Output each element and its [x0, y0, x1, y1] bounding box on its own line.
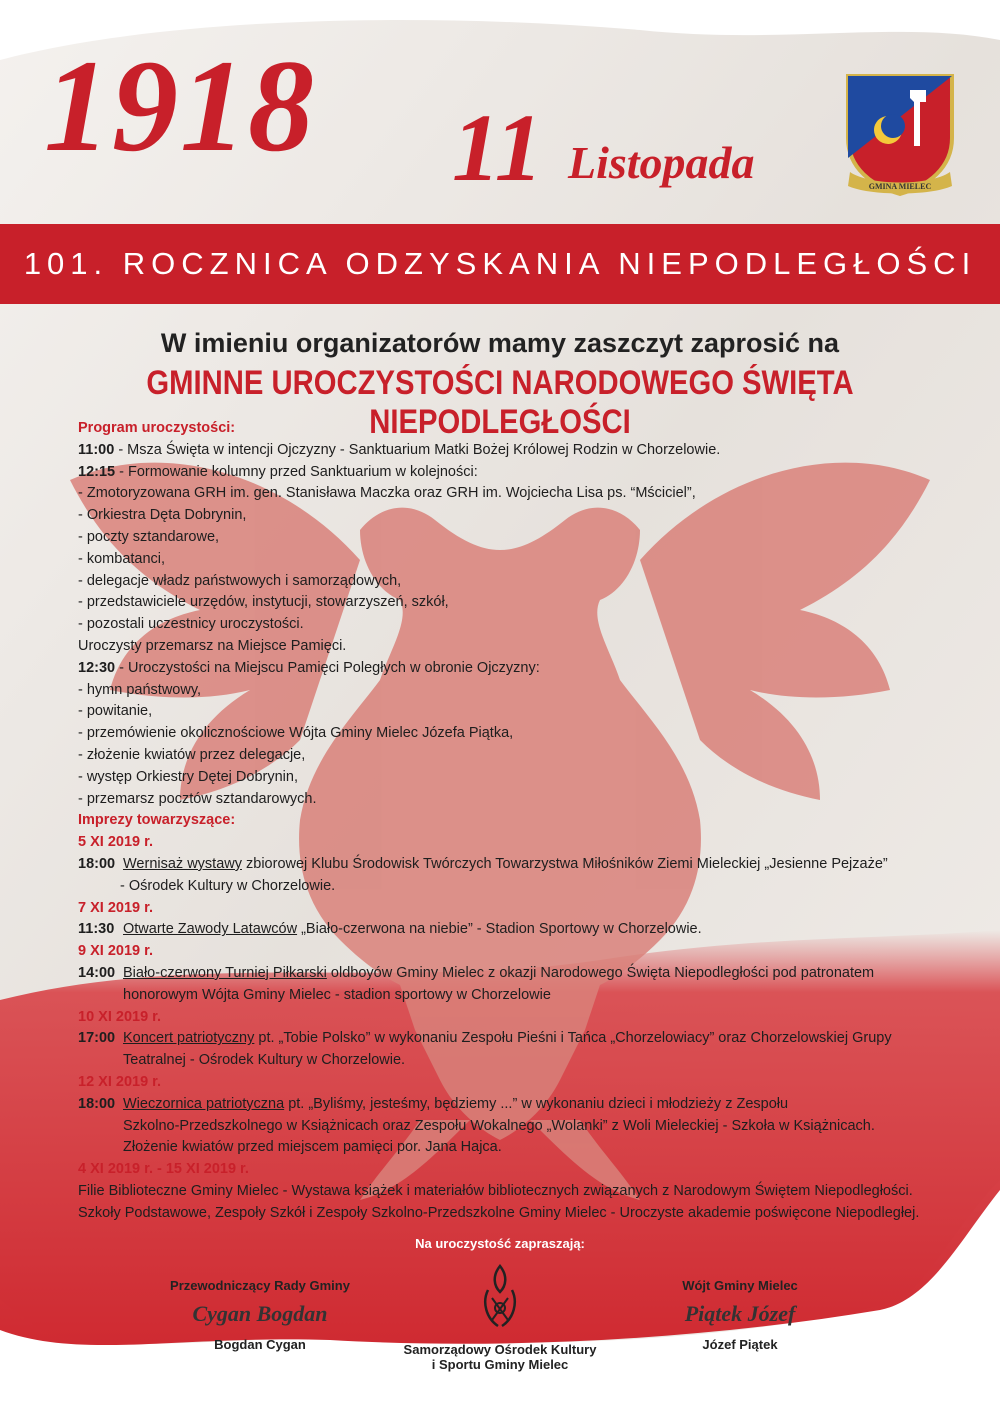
council-chair-block: [150, 1278, 370, 1352]
council-chair-signature: Cygan Bogdan: [192, 1301, 328, 1326]
list-item: - delegacje władz państwowych i samorządowych,: [78, 572, 402, 589]
time-label: 17:00: [78, 1030, 116, 1047]
event-text: zbiorowej Klubu Środowisk Twórczych Towarzystwa Miłośników Ziemi Mieleckiej „Jesienne Pejzaże”: [241, 855, 888, 872]
list-item: - poczty sztandarowe,: [78, 528, 220, 545]
list-item: - złożenie kwiatów przez delegacje,: [78, 746, 306, 763]
events-title: Imprezy towarzyszące:: [78, 812, 236, 829]
time-label: 12:15: [78, 463, 116, 480]
list-item: - Zmotoryzowana GRH im. gen. Stanisława Maczka oraz GRH im. Wojciecha Lisa ps. “Mściciel”,: [78, 485, 696, 502]
list-item: - kombatanci,: [78, 550, 166, 567]
event-text: Złożenie kwiatów przed miejscem pamięci por. Jana Hajca.: [123, 1139, 502, 1156]
time-label: 11:30: [78, 921, 115, 938]
event-date: 9 XI 2019 r.: [78, 943, 153, 960]
list-item: - Orkiestra Dęta Dobrynin,: [78, 507, 247, 524]
time-label: 12:30: [78, 659, 116, 676]
mayor-role: Wójt Gminy Mielec: [682, 1278, 798, 1293]
day-heading: 11: [452, 94, 543, 201]
event-headline: GMINNE UROCZYSTOŚCI NARODOWEGO ŚWIĘTA NIEPODLEGŁOŚCI: [146, 364, 854, 441]
event-text: Filie Biblioteczne Gminy Mielec - Wystawa książek i materiałów bibliotecznych związanych z Narodowym Świętem Niepodległości.: [78, 1182, 913, 1199]
program-text: - Formowanie kolumny przed Sanktuarium w kolejności:: [115, 463, 478, 480]
culture-center-logo-icon: [470, 1262, 530, 1332]
culture-center-block: [385, 1262, 615, 1372]
time-label: 18:00: [78, 1095, 116, 1112]
event-text: pt. „Byliśmy, jesteśmy, będziemy ...” w wykonaniu dzieci i młodzieży z Zespołu: [284, 1095, 789, 1112]
program-title: Program uroczystości:: [78, 420, 236, 436]
event-item: [78, 1028, 958, 1050]
mayor-block: [640, 1278, 840, 1352]
event-date: 12 XI 2019 r.: [78, 1073, 162, 1090]
event-item: [78, 854, 958, 876]
event-text: Szkolno-Przedszkolnego w Książnicach oraz Zespołu Wokalnego „Wolanki” z Woli Mieleckiej - Szkoła w Książnicach.: [123, 1117, 875, 1134]
anniversary-banner: 101. ROCZNICA ODZYSKANIA NIEPODLEGŁOŚCI: [23, 246, 977, 281]
time-label: 14:00: [78, 964, 116, 981]
event-date: 4 XI 2019 r. - 15 XI 2019 r.: [78, 1161, 249, 1178]
event-text: Szkoły Podstawowe, Zespoły Szkół i Zespoły Szkolno-Przedszkolne Gminy Mielec - Uroczyste akademie poświęcone Niepodległej.: [78, 1204, 920, 1221]
event-text: - Ośrodek Kultury w Chorzelowie.: [120, 877, 336, 894]
time-label: 18:00: [78, 855, 116, 872]
sponsors-title: Na uroczystość zapraszają:: [415, 1236, 585, 1251]
event-text: „Biało-czerwona na niebie” - Stadion Sportowy w Chorzelowie.: [297, 921, 702, 938]
year-heading: 1918: [44, 32, 316, 179]
invite-line: W imieniu organizatorów mamy zaszczyt zaprosić na: [160, 328, 840, 358]
list-item: - występ Orkiestry Dętej Dobrynin,: [78, 768, 298, 785]
event-date: 10 XI 2019 r.: [78, 1008, 162, 1025]
program-section: [78, 418, 958, 1224]
program-item: [78, 658, 958, 680]
list-item: - przemówienie okolicznościowe Wójta Gminy Mielec Józefa Piątka,: [78, 725, 514, 742]
event-item: [78, 1094, 958, 1116]
event-text: honorowym Wójta Gminy Mielec - stadion sportowy w Chorzelowie: [123, 986, 551, 1003]
culture-center-name-2: i Sportu Gminy Mielec: [431, 1357, 569, 1372]
mayor-name: Józef Piątek: [702, 1337, 778, 1352]
event-text: Teatralnej - Ośrodek Kultury w Chorzelowie.: [123, 1052, 406, 1069]
list-item: Uroczysty przemarsz na Miejsce Pamięci.: [78, 637, 347, 654]
event-name: Otwarte Zawody Latawców: [123, 921, 298, 938]
list-item: - przedstawiciele urzędów, instytucji, stowarzyszeń, szkół,: [78, 594, 449, 611]
event-date: 5 XI 2019 r.: [78, 834, 153, 851]
culture-center-name-1: Samorządowy Ośrodek Kultury: [403, 1342, 597, 1357]
event-item: [78, 963, 958, 985]
program-text: - Msza Święta w intencji Ojczyzny - Sanktuarium Matki Bożej Królowej Rodzin w Chorzelowie.: [114, 441, 721, 458]
event-date: 7 XI 2019 r.: [78, 899, 153, 916]
gmina-mielec-crest-icon: [840, 68, 960, 198]
list-item: - pozostali uczestnicy uroczystości.: [78, 616, 304, 633]
program-item: [78, 462, 958, 484]
program-text: - Uroczystości na Miejscu Pamięci Poległych w obronie Ojczyzny:: [115, 659, 540, 676]
time-label: 11:00: [78, 441, 115, 458]
event-text: pt. „Tobie Polsko” w wykonaniu Zespołu Pieśni i Tańca „Chorzelowiacy” oraz Chorzelowskiej Grupy: [254, 1030, 892, 1047]
list-item: - hymn państwowy,: [78, 681, 202, 698]
program-item: [78, 440, 958, 462]
list-item: - przemarsz pocztów sztandarowych.: [78, 790, 317, 807]
event-text: oldboyów Gminy Mielec z okazji Narodowego Święta Niepodległości pod patronatem: [326, 964, 875, 981]
mayor-signature: Piątek Józef: [684, 1301, 796, 1326]
council-chair-name: Bogdan Cygan: [214, 1337, 306, 1352]
list-item: - powitanie,: [78, 703, 153, 720]
council-chair-role: Przewodniczący Rady Gminy: [170, 1278, 350, 1293]
event-name: Wieczornica patriotyczna: [123, 1095, 285, 1112]
crest-label: GMINA MIELEC: [868, 182, 932, 191]
event-item: [78, 919, 958, 941]
event-name: Wernisaż wystawy: [123, 855, 242, 872]
event-name: Koncert patriotyczny: [123, 1030, 255, 1047]
event-name: Biało-czerwony Turniej Piłkarski: [123, 964, 327, 981]
month-heading: Listopada: [568, 137, 755, 188]
